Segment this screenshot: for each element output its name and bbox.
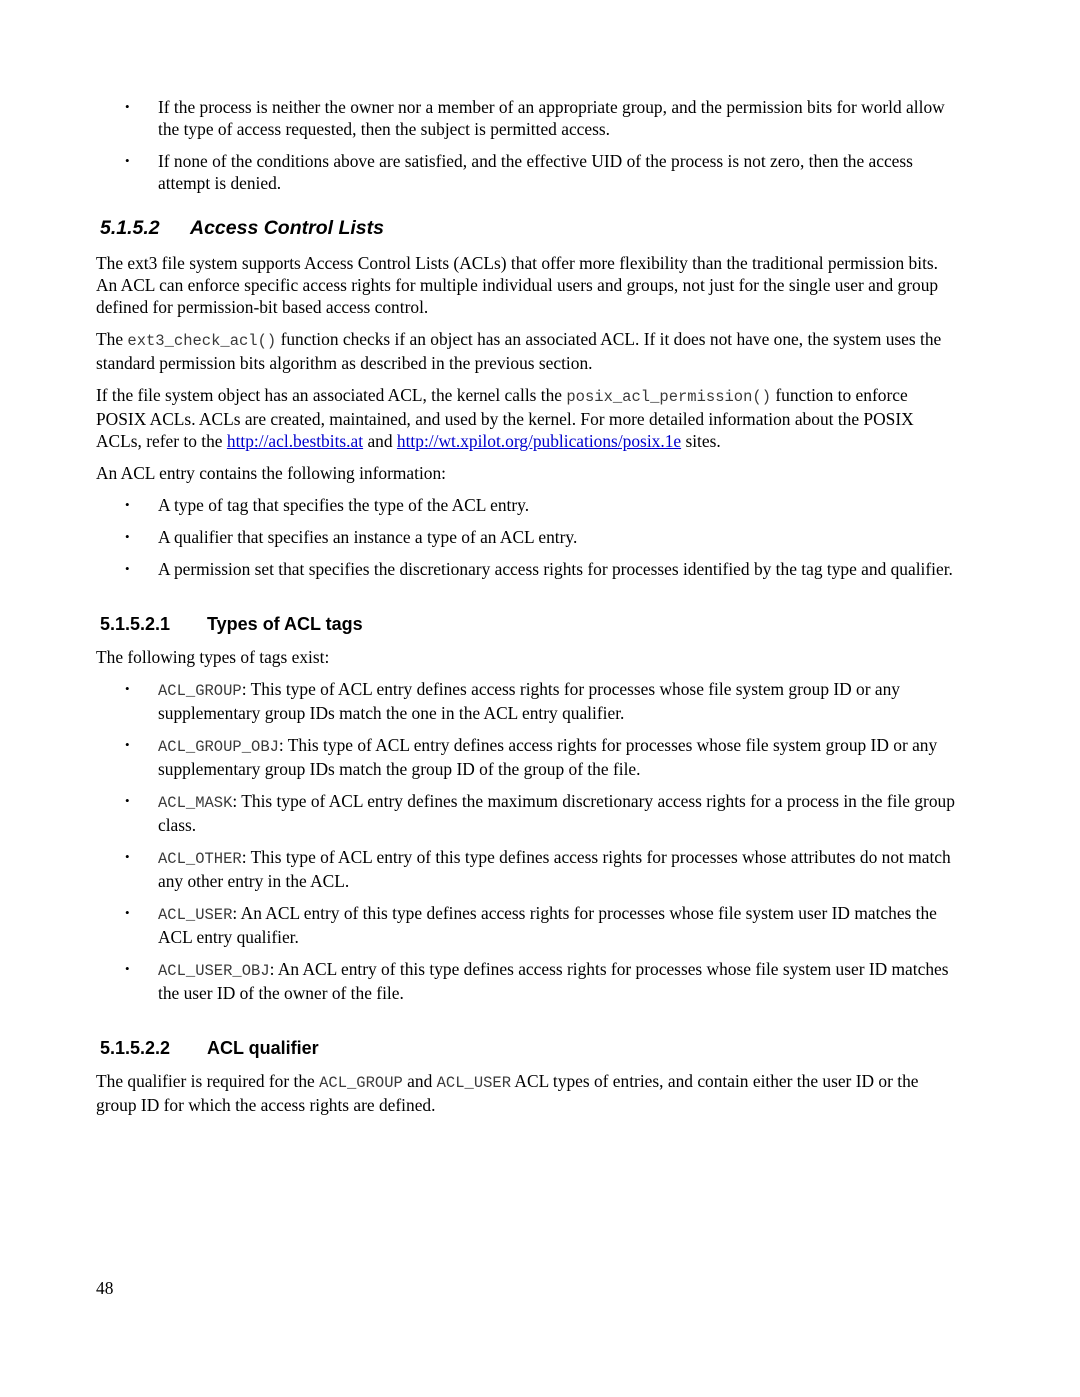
list-item: • ACL_OTHER: This type of ACL entry of this type defines access rights for processes whose attributes do not match any other entry in the ACL. [96,846,958,892]
acl-tags-intro: The following types of tags exist: [96,647,330,667]
subsection-heading-acl-tags [100,612,958,636]
subsection-number: 5.1.5.2.1 [100,614,171,634]
acl-entry-list [96,494,958,580]
tag-code: ACL_OTHER [158,850,242,868]
section-title: Access Control Lists [190,217,384,239]
tag-code: ACL_USER [158,906,233,924]
check-acl-paragraph: The ext3_check_acl() function checks if an object has an associated ACL. If it does not have one, the system uses the standard permission bits algorithm as described in the previous section. [96,329,942,373]
acl-intro-paragraph: The ext3 file system supports Access Control Lists (ACLs) that offer more flexibility than the traditional permission bits. An ACL can enforce specific access rights for multiple individual users and groups, not just for the single user and group defined for permission-bit based access control. [96,253,939,317]
list-item: • A type of tag that specifies the type of the ACL entry. [96,494,958,516]
section-heading [100,216,958,240]
list-item: • ACL_USER_OBJ: An ACL entry of this type defines access rights for processes whose file system user ID matches the user ID of the owner of the file. [96,958,958,1004]
list-item: • If the process is neither the owner nor a member of an appropriate group, and the permission bits for world allow the type of access requested, then the subject is permitted access. [96,96,958,140]
subsection-heading-acl-qualifier [100,1036,958,1060]
page-number: 48 [96,1278,114,1298]
list-item: • ACL_GROUP: This type of ACL entry defines access rights for processes whose file system group ID or any supplementary group IDs match the one in the ACL entry qualifier. [96,678,958,724]
section-number: 5.1.5.2 [100,217,160,239]
access-rules-list [96,96,958,194]
tag-code: ACL_USER_OBJ [158,962,270,980]
code-posix-acl-permission: posix_acl_permission() [566,388,772,406]
code-acl-user: ACL_USER [436,1074,512,1092]
link-acl-bestbits[interactable]: http://acl.bestbits.at [226,431,364,451]
list-item: • A qualifier that specifies an instance a type of an ACL entry. [96,526,958,548]
link-posix-1e[interactable]: http://wt.xpilot.org/publications/posix.1e [396,431,682,451]
list-item: • ACL_GROUP_OBJ: This type of ACL entry defines access rights for processes whose file system group ID or any supplementary group IDs match the group ID of the group of the file. [96,734,958,780]
subsection-number: 5.1.5.2.2 [100,1038,171,1058]
list-item: • If none of the conditions above are satisfied, and the effective UID of the process is not zero, then the access attempt is denied. [96,150,958,194]
list-item: • ACL_MASK: This type of ACL entry defines the maximum discretionary access rights for a process in the file group class. [96,790,958,836]
subsection-title: Types of ACL tags [207,614,363,634]
acl-tag-list [96,678,958,1004]
acl-entry-intro: An ACL entry contains the following information: [96,463,447,483]
page-content [96,96,958,1126]
code-acl-group: ACL_GROUP [319,1074,403,1092]
list-item: • ACL_USER: An ACL entry of this type defines access rights for processes whose file system user ID matches the ACL entry qualifier. [96,902,958,948]
list-item: • A permission set that specifies the discretionary access rights for processes identified by the tag type and qualifier. [96,558,958,580]
acl-qualifier-paragraph: The qualifier is required for the ACL_GROUP and ACL_USER ACL types of entries, and contain either the user ID or the group ID for which the access rights are defined. [96,1071,919,1115]
posix-acl-paragraph: If the file system object has an associated ACL, the kernel calls the posix_acl_permission() function to enforce POSIX ACLs. ACLs are created, maintained, and used by the kernel. For more detailed information about the POSIX ACLs, refer to the http://acl.bestbits.at and http://wt.xpilot.org/publications/posix.1e sites. [96,385,914,451]
tag-code: ACL_GROUP [158,682,242,700]
tag-code: ACL_GROUP_OBJ [158,738,279,756]
tag-code: ACL_MASK [158,794,233,812]
code-ext3-check-acl: ext3_check_acl() [127,332,277,350]
subsection-title: ACL qualifier [207,1038,319,1058]
